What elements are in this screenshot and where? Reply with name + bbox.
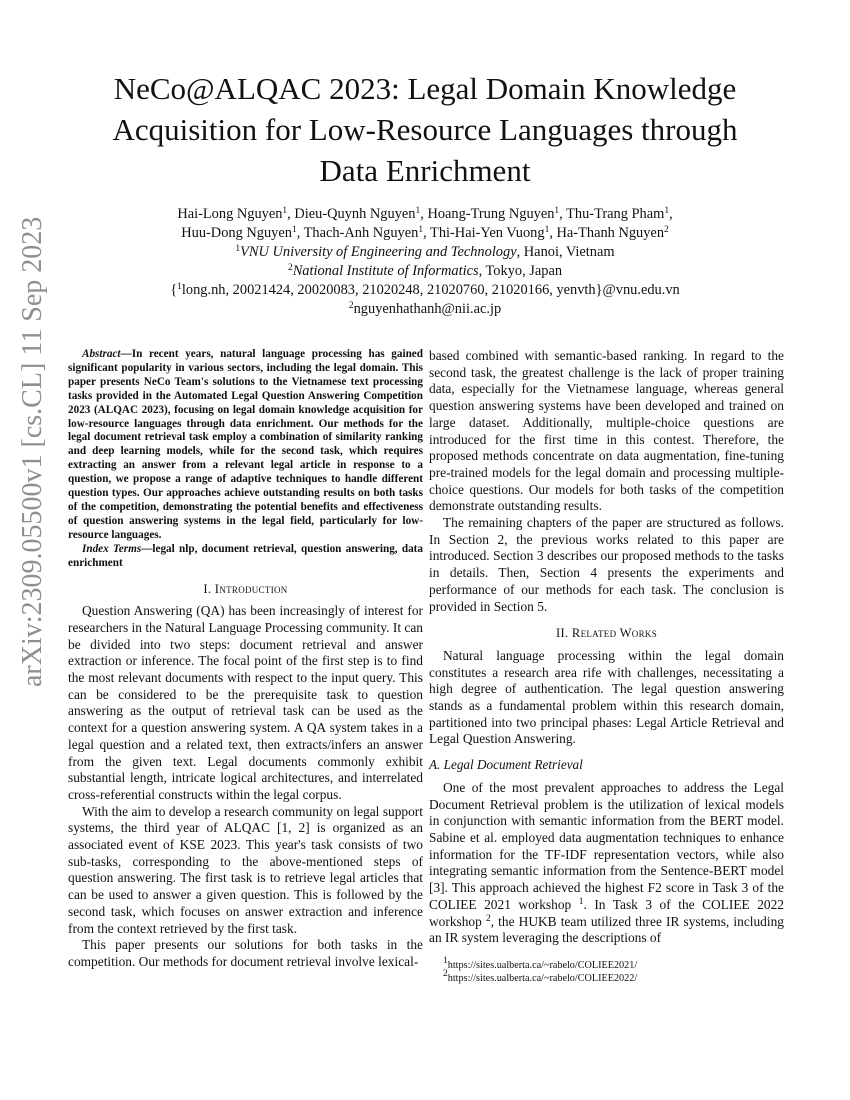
author-name: Hai-Long Nguyen bbox=[177, 206, 283, 222]
footnote-link[interactable]: https://sites.ualberta.ca/~rabelo/COLIEE2021/ bbox=[447, 959, 638, 971]
email-line-2: $^2$nguyenhathanh@nii.ac.jp bbox=[348, 301, 502, 317]
footnotes bbox=[429, 955, 784, 986]
author-block bbox=[80, 205, 770, 319]
paragraph: based combined with semantic-based ranking. In regard to the second task, the greatest challenge is the lack of proper training data, especially for the Vietnamese language, whereas general question answering systems have been developed and trained on large dataset. Additionally, multiple-choice questions are introduced for the first time in this contest. Therefore, the proposed methods concentrate on data augmentation, fine-tuning pre-trained models for the legal domain and processing multiple-choice questions. Our models for both tasks of the competition demonstrate outstanding results. bbox=[429, 348, 784, 514]
email-line-1: {$^1$long.nh, 20021424, 20020083, 21020248, 21020760, 21020166, yenvth}@vnu.edu.vn bbox=[170, 282, 680, 298]
author-name: Dieu-Quynh Nguyen bbox=[294, 206, 416, 222]
paragraph: Natural language processing within the legal domain constitutes a research area rife with challenges, necessitating a high degree of authentication. The legal question answering stands as a fundamental problem within this research domain, partitioned into two principal phases: Legal Article Retrieval and Legal Question Answering. bbox=[429, 647, 784, 747]
abstract: Abstract—In recent years, natural language processing has gained significant popularity in various sectors, including the legal domain. This paper presents NeCo Team's solutions to the Vietnamese text processing tasks provided in the Automated Legal Question Answering Competition 2023 (ALQAC 2023), focusing on legal domain knowledge acquisition for low-resource languages through data enrichment. Our methods for the legal document retrieval task employ a combination of similarity ranking and deep learning models, while for the second task, which requires extracting an answer from a relevant legal article in response to a question, we propose a range of adaptive techniques to handle different question types. Our approaches achieve outstanding results on both tasks of the competition, demonstrating the potential benefits and effectiveness of question answering systems in the legal field, particularly for low-resource languages. bbox=[68, 348, 423, 541]
right-column bbox=[429, 348, 784, 986]
author-name: Thach-Anh Nguyen bbox=[303, 225, 419, 241]
author-line-2: Huu-Dong Nguyen$^1$, Thach-Anh Nguyen$^1$, Thi-Hai-Yen Vuong$^1$, Ha-Thanh Nguyen$^2$ bbox=[181, 225, 669, 241]
section-heading-introduction: I. Introduction bbox=[203, 581, 288, 596]
title-line-2: Acquisition for Low-Resource Languages through bbox=[112, 112, 738, 147]
left-column bbox=[68, 348, 423, 971]
paragraph: With the aim to develop a research community on legal support systems, the third year of ALQAC [1, 2] is organized as an associated event of KSE 2023. This year's task consists of two sub-tasks, corresponding to the above-mentioned steps of question answering. The first task is to retrieve legal articles that can be used to answer a given question. This is followed by the second task, which focuses on answer extraction and inference from the context retrieved by the first task. bbox=[68, 803, 423, 936]
title-line-3: Data Enrichment bbox=[319, 153, 531, 188]
subsection-heading: A. Legal Document Retrieval bbox=[429, 757, 583, 773]
paragraph: Question Answering (QA) has been increasingly of interest for researchers in the Natural Language Processing community. It can be divided into two steps: document retrieval and answer extraction or inference. The focal point of the first step is to find the most relevant documents with respect to the input query. This can be considered to be the prerequisite task to question answering as the output of retrieval task can be used as the context for a question answering system. A QA system takes in a legal question and a related text, then extracts/infers an answer from the given text. Legal documents commonly exhibit substantial length, intricate logical architectures, and interrelated cross-referential constructs within the legal corpus. bbox=[68, 603, 423, 802]
paragraph: The remaining chapters of the paper are structured as follows. In Section 2, the previous works related to this paper are introduced. Section 3 describes our proposed methods to the tasks in details. Then, Section 4 presents the experiments and performance of our methods for each task. The conclusion is provided in Section 5. bbox=[429, 515, 784, 614]
author-name: Ha-Thanh Nguyen bbox=[556, 225, 665, 241]
author-line-1: Hai-Long Nguyen$^1$, Dieu-Quynh Nguyen$^1$, Hoang-Trung Nguyen$^1$, Thu-Trang Pham$^1$, bbox=[177, 206, 673, 222]
paragraph: This paper presents our solutions for both tasks in the competition. Our methods for document retrieval involve lexical- bbox=[68, 937, 423, 969]
paper-title bbox=[80, 68, 770, 191]
author-name: Huu-Dong Nguyen bbox=[181, 225, 292, 241]
arxiv-identifier-stamp: arXiv:2309.05500v1 [cs.CL] 11 Sep 2023 bbox=[17, 216, 48, 687]
footnote-marker: 1 bbox=[578, 896, 584, 907]
affiliation-1: $^1$VNU University of Engineering and Technology, Hanoi, Vietnam bbox=[235, 244, 615, 260]
author-name: Thu-Trang Pham bbox=[566, 206, 665, 222]
index-terms: Index Terms—legal nlp, document retrieval, question answering, data enrichment bbox=[68, 542, 423, 569]
title-line-1: NeCo@ALQAC 2023: Legal Domain Knowledge bbox=[113, 71, 737, 106]
paragraph: One of the most prevalent approaches to address the Legal Document Retrieval problem is the utilization of lexical models in conjunction with semantic information from the BERT model. Sabine et al. employed data augmentation techniques to enhance information for the TF-IDF representation vectors, while also integrating semantic information from the Sentence-BERT model [3]. This approach achieved the highest F2 score in Task 3 of the COLIEE 2021 workshop $^1$. In Task 3 of the COLIEE 2022 workshop $^2$, the HUKB team utilized three IR systems, including an IR system leveraging the descriptions of bbox=[429, 779, 784, 946]
footnote-link[interactable]: https://sites.ualberta.ca/~rabelo/COLIEE2022/ bbox=[447, 973, 638, 985]
footnote-marker: 2 bbox=[485, 913, 491, 924]
footnote-2: $^2$https://sites.ualberta.ca/~rabelo/COLIEE2022/ bbox=[443, 969, 638, 985]
footnote-1: $^1$https://sites.ualberta.ca/~rabelo/COLIEE2021/ bbox=[443, 955, 638, 971]
author-name: Hoang-Trung Nguyen bbox=[427, 206, 555, 222]
section-heading-related-works: II. Related Works bbox=[556, 626, 657, 641]
author-name: Thi-Hai-Yen Vuong bbox=[430, 225, 545, 241]
affiliation-2: $^2$National Institute of Informatics, Tokyo, Japan bbox=[287, 263, 563, 279]
